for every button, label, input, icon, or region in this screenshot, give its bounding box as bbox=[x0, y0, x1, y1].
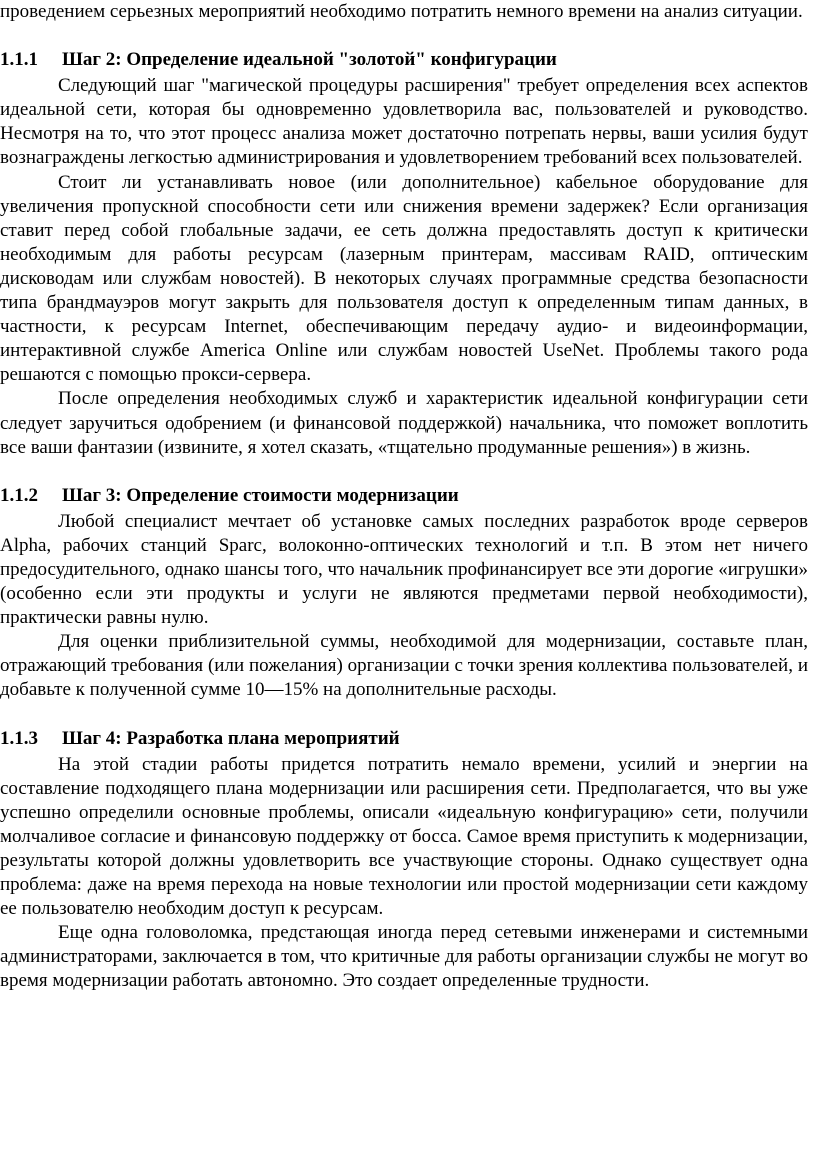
section-heading-1-1-3 bbox=[0, 727, 808, 751]
section-title: Шаг 3: Определение стоимости модернизации bbox=[62, 484, 459, 506]
section-heading-1-1-1 bbox=[0, 48, 808, 72]
paragraph: Любой специалист мечтает об установке самых последних разработок вроде серверов Alpha, рабочих станций Sparc, волоконно-оптических технологий и т.п. В этом нет ничего предосудительного, однако шансы того, что начальник профинансирует все эти дорогие «игрушки» (особенно если эти продукты и услуги не являются предметами первой необходимости), практически равны нулю. bbox=[0, 510, 808, 629]
paragraph: Еще одна головоломка, предстающая иногда перед сетевыми инженерами и системными администраторами, заключается в том, что критичные для работы организации службы не могут во время модернизации работать автономно. Это создает определенные трудности. bbox=[0, 922, 808, 992]
paragraph: Для оценки приблизительной суммы, необходимой для модернизации, составьте план, отражающий требования (или пожелания) организации с точки зрения коллектива пользователей, и добавьте к полученной сумме 10—15% на дополнительные расходы. bbox=[0, 631, 808, 701]
section-number: 1.1.1 bbox=[0, 49, 38, 71]
paragraph: Стоит ли устанавливать новое (или дополнительное) кабельное оборудование для увеличения пропускной способности сети или снижения времени задержек? Если организация ставит перед собой глобальные задачи, ее сеть должна предоставлять доступ к критически необходимым для работы ресурсам (лазерным принтерам, массивам RAID, оптическим дисководам или службам новостей). В некоторых случаях программные средства безопасности типа брандмауэров могут закрыть для пользователя доступ к определенным типам данных, в частности, к ресурсам Internet, обеспечивающим передачу аудио- и видеоинформации, интерактивной службе America Online или службам новостей UseNet. Проблемы такого рода решаются с помощью прокси-сервера. bbox=[0, 171, 808, 386]
section-number: 1.1.3 bbox=[0, 727, 38, 749]
section-title: Шаг 2: Определение идеальной "золотой" конфигурации bbox=[62, 49, 557, 71]
section-number: 1.1.2 bbox=[0, 484, 38, 506]
paragraph: После определения необходимых служб и характеристик идеальной конфигурации сети следует заручиться одобрением (и финансовой поддержкой) начальника, что поможет воплотить все ваши фантазии (извините, я хотел сказать, «тщательно продуманные решения») в жизнь. bbox=[0, 388, 808, 458]
intro-paragraph: проведением серьезных мероприятий необходимо потратить немного времени на анализ ситуации. bbox=[0, 1, 803, 22]
paragraph: Следующий шаг "магической процедуры расширения" требует определения всех аспектов идеальной сети, которая бы одновременно удовлетворила вас, пользователей и руководство. Несмотря на то, что этот процесс анализа может достаточно потрепать нервы, ваши усилия будут вознаграждены легкостью администрирования и удовлетворением требований всех пользователей. bbox=[0, 75, 808, 169]
section-heading-1-1-2 bbox=[0, 484, 808, 508]
section-title: Шаг 4: Разработка плана мероприятий bbox=[62, 727, 400, 749]
paragraph: На этой стадии работы придется потратить немало времени, усилий и энергии на составление подходящего плана модернизации или расширения сети. Предполагается, что вы уже успешно определили основные проблемы, описали «идеальную конфигурацию» сети, получили молчаливое согласие и финансовую поддержку от босса. Самое время приступить к модернизации, результаты которой должны удовлетворить все участвующие стороны. Однако существует одна проблема: даже на время перехода на новые технологии или простой модернизации сети каждому ее пользователю необходим доступ к ресурсам. bbox=[0, 753, 808, 920]
